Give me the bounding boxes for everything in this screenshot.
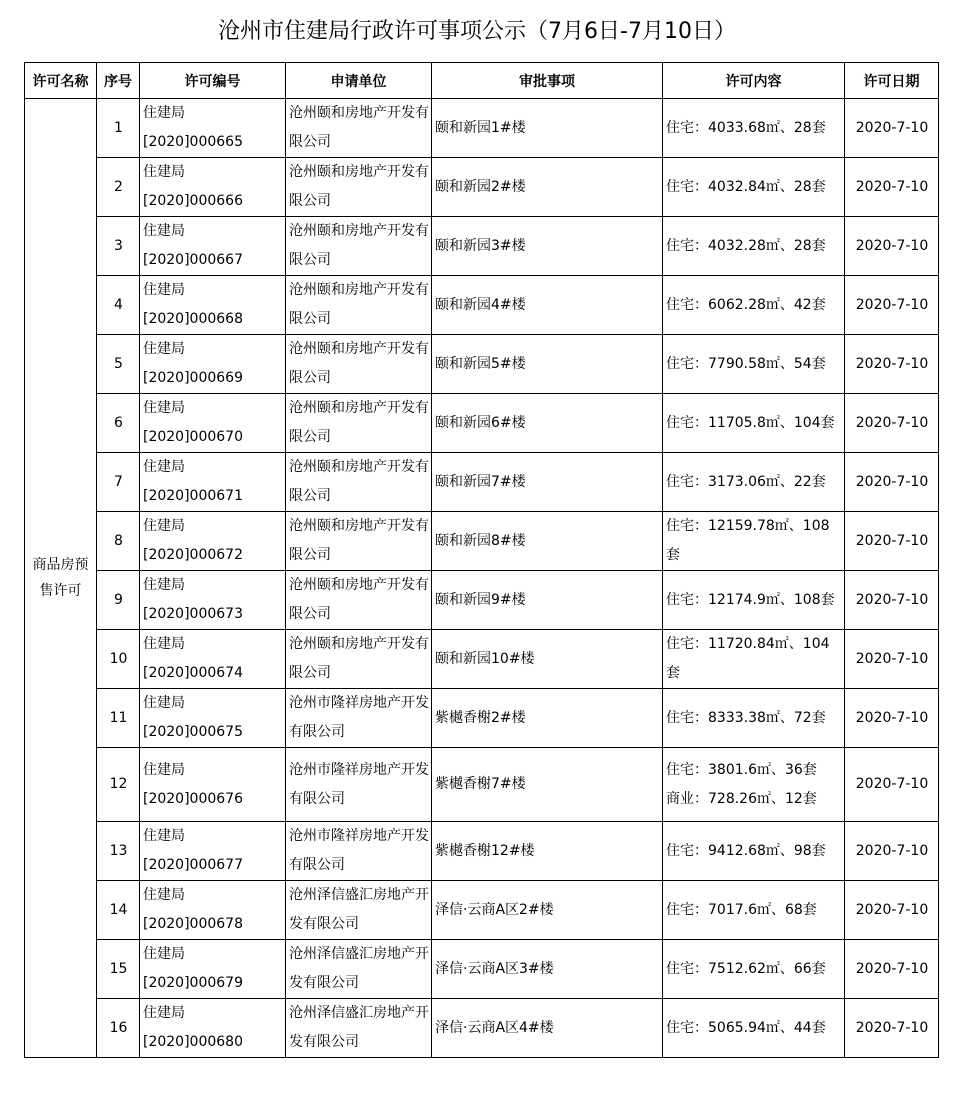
table-row <box>25 453 939 512</box>
table-row <box>25 630 939 689</box>
serial-no: 10 <box>97 630 140 689</box>
permit-id: 住建局[2020]000666 <box>140 158 286 217</box>
permit-id: 住建局[2020]000668 <box>140 276 286 335</box>
approval-item: 泽信·云商A区2#楼 <box>432 881 663 940</box>
table-row <box>25 99 939 158</box>
approval-item: 颐和新园8#楼 <box>432 512 663 571</box>
permit-content: 住宅：4032.84㎡、28套 <box>663 158 845 217</box>
header-permit-name: 许可名称 <box>25 63 97 99</box>
serial-no: 11 <box>97 689 140 748</box>
permit-date: 2020-7-10 <box>845 276 939 335</box>
permit-date: 2020-7-10 <box>845 999 939 1058</box>
table-row <box>25 217 939 276</box>
permit-date: 2020-7-10 <box>845 940 939 999</box>
table-row <box>25 881 939 940</box>
applicant: 沧州颐和房地产开发有限公司 <box>286 99 432 158</box>
applicant: 沧州市隆祥房地产开发有限公司 <box>286 748 432 822</box>
serial-no: 16 <box>97 999 140 1058</box>
permit-date: 2020-7-10 <box>845 881 939 940</box>
permit-content: 住宅：5065.94㎡、44套 <box>663 999 845 1058</box>
permit-content: 住宅：7790.58㎡、54套 <box>663 335 845 394</box>
table-row <box>25 571 939 630</box>
applicant: 沧州颐和房地产开发有限公司 <box>286 158 432 217</box>
permit-id: 住建局[2020]000671 <box>140 453 286 512</box>
permit-content: 住宅：12159.78㎡、108套 <box>663 512 845 571</box>
category-cell: 商品房预售许可 <box>25 99 97 1058</box>
table-row <box>25 940 939 999</box>
table-row <box>25 394 939 453</box>
permit-content: 住宅：3801.6㎡、36套 商业：728.26㎡、12套 <box>663 748 845 822</box>
serial-no: 2 <box>97 158 140 217</box>
permit-content: 住宅：11705.8㎡、104套 <box>663 394 845 453</box>
serial-no: 13 <box>97 822 140 881</box>
permit-id: 住建局[2020]000679 <box>140 940 286 999</box>
permit-date: 2020-7-10 <box>845 571 939 630</box>
permit-date: 2020-7-10 <box>845 217 939 276</box>
table-row <box>25 276 939 335</box>
applicant: 沧州泽信盛汇房地产开发有限公司 <box>286 881 432 940</box>
permit-content: 住宅：9412.68㎡、98套 <box>663 822 845 881</box>
permit-date: 2020-7-10 <box>845 99 939 158</box>
approval-item: 泽信·云商A区4#楼 <box>432 999 663 1058</box>
serial-no: 8 <box>97 512 140 571</box>
permit-id: 住建局[2020]000667 <box>140 217 286 276</box>
permit-content: 住宅：7017.6㎡、68套 <box>663 881 845 940</box>
permit-date: 2020-7-10 <box>845 822 939 881</box>
applicant: 沧州颐和房地产开发有限公司 <box>286 217 432 276</box>
applicant: 沧州市隆祥房地产开发有限公司 <box>286 689 432 748</box>
applicant: 沧州市隆祥房地产开发有限公司 <box>286 822 432 881</box>
approval-item: 颐和新园3#楼 <box>432 217 663 276</box>
permit-content: 住宅：8333.38㎡、72套 <box>663 689 845 748</box>
permit-date: 2020-7-10 <box>845 512 939 571</box>
approval-item: 紫樾香榭12#楼 <box>432 822 663 881</box>
applicant: 沧州颐和房地产开发有限公司 <box>286 276 432 335</box>
page-title: 沧州市住建局行政许可事项公示（7月6日-7月10日） <box>218 19 736 44</box>
permit-content: 住宅：4033.68㎡、28套 <box>663 99 845 158</box>
approval-item: 颐和新园1#楼 <box>432 99 663 158</box>
header-serial-no: 序号 <box>97 63 140 99</box>
serial-no: 14 <box>97 881 140 940</box>
permit-content: 住宅：11720.84㎡、104套 <box>663 630 845 689</box>
serial-no: 4 <box>97 276 140 335</box>
permit-date: 2020-7-10 <box>845 394 939 453</box>
permit-date: 2020-7-10 <box>845 158 939 217</box>
approval-item: 颐和新园6#楼 <box>432 394 663 453</box>
permit-id: 住建局[2020]000678 <box>140 881 286 940</box>
applicant: 沧州颐和房地产开发有限公司 <box>286 571 432 630</box>
header-approval-item: 审批事项 <box>432 63 663 99</box>
applicant: 沧州颐和房地产开发有限公司 <box>286 512 432 571</box>
applicant: 沧州泽信盛汇房地产开发有限公司 <box>286 940 432 999</box>
serial-no: 9 <box>97 571 140 630</box>
permit-id: 住建局[2020]000665 <box>140 99 286 158</box>
permit-id: 住建局[2020]000680 <box>140 999 286 1058</box>
table-row <box>25 512 939 571</box>
table-row <box>25 158 939 217</box>
table-row <box>25 335 939 394</box>
approval-item: 颐和新园9#楼 <box>432 571 663 630</box>
applicant: 沧州颐和房地产开发有限公司 <box>286 630 432 689</box>
approval-item: 颐和新园7#楼 <box>432 453 663 512</box>
permit-id: 住建局[2020]000677 <box>140 822 286 881</box>
approval-item: 颐和新园10#楼 <box>432 630 663 689</box>
header-row <box>25 63 939 99</box>
permit-content: 住宅：12174.9㎡、108套 <box>663 571 845 630</box>
permit-id: 住建局[2020]000674 <box>140 630 286 689</box>
serial-no: 3 <box>97 217 140 276</box>
permit-content: 住宅：3173.06㎡、22套 <box>663 453 845 512</box>
permit-id: 住建局[2020]000675 <box>140 689 286 748</box>
approval-item: 颐和新园2#楼 <box>432 158 663 217</box>
table-row <box>25 999 939 1058</box>
applicant: 沧州颐和房地产开发有限公司 <box>286 335 432 394</box>
serial-no: 7 <box>97 453 140 512</box>
permit-date: 2020-7-10 <box>845 630 939 689</box>
header-permit-content: 许可内容 <box>663 63 845 99</box>
table-row <box>25 822 939 881</box>
permit-content: 住宅：4032.28㎡、28套 <box>663 217 845 276</box>
permit-id: 住建局[2020]000669 <box>140 335 286 394</box>
permit-date: 2020-7-10 <box>845 689 939 748</box>
permit-id: 住建局[2020]000673 <box>140 571 286 630</box>
applicant: 沧州颐和房地产开发有限公司 <box>286 394 432 453</box>
serial-no: 1 <box>97 99 140 158</box>
header-permit-date: 许可日期 <box>845 63 939 99</box>
permit-date: 2020-7-10 <box>845 453 939 512</box>
permit-id: 住建局[2020]000676 <box>140 748 286 822</box>
approval-item: 颐和新园4#楼 <box>432 276 663 335</box>
serial-no: 15 <box>97 940 140 999</box>
approval-item: 泽信·云商A区3#楼 <box>432 940 663 999</box>
serial-no: 6 <box>97 394 140 453</box>
permit-table <box>24 62 939 1058</box>
permit-date: 2020-7-10 <box>845 335 939 394</box>
applicant: 沧州颐和房地产开发有限公司 <box>286 453 432 512</box>
permit-id: 住建局[2020]000670 <box>140 394 286 453</box>
header-applicant: 申请单位 <box>286 63 432 99</box>
table-row <box>25 689 939 748</box>
serial-no: 5 <box>97 335 140 394</box>
permit-content: 住宅：6062.28㎡、42套 <box>663 276 845 335</box>
approval-item: 紫樾香榭2#楼 <box>432 689 663 748</box>
applicant: 沧州泽信盛汇房地产开发有限公司 <box>286 999 432 1058</box>
permit-date: 2020-7-10 <box>845 748 939 822</box>
serial-no: 12 <box>97 748 140 822</box>
permit-id: 住建局[2020]000672 <box>140 512 286 571</box>
approval-item: 紫樾香榭7#楼 <box>432 748 663 822</box>
table-row <box>25 748 939 822</box>
permit-content: 住宅：7512.62㎡、66套 <box>663 940 845 999</box>
header-permit-id: 许可编号 <box>140 63 286 99</box>
approval-item: 颐和新园5#楼 <box>432 335 663 394</box>
